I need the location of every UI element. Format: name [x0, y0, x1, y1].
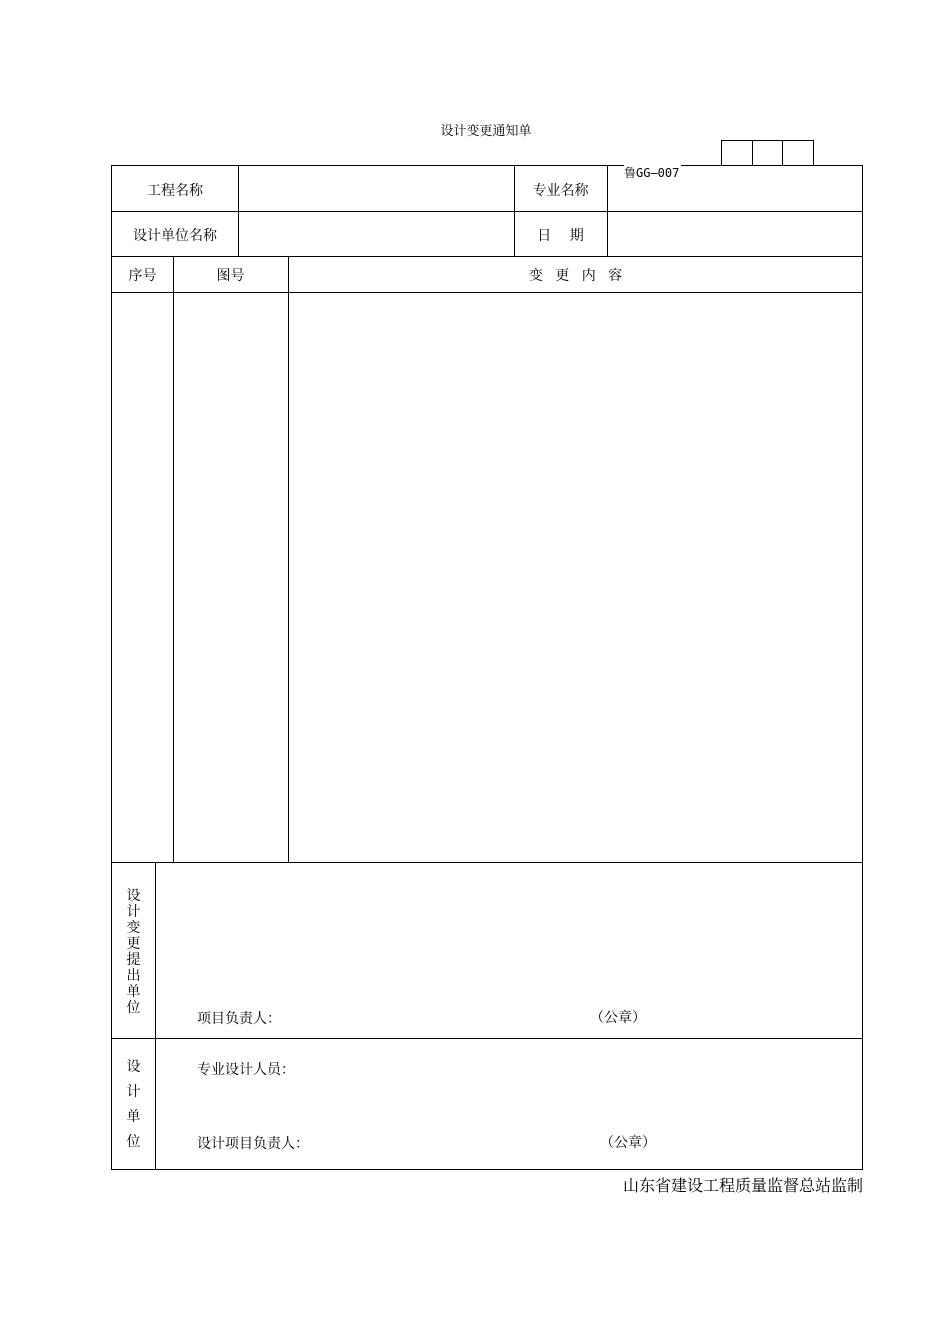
- proposer-section-label: [112, 888, 155, 1016]
- designer-label: 专业设计人员：: [197, 1062, 295, 1078]
- drawing-no-cell[interactable]: [174, 293, 288, 862]
- form-title: 设计变更通知单: [440, 124, 532, 139]
- design-leader-label: 设计项目负责人：: [197, 1136, 309, 1152]
- form-table: [111, 165, 863, 1170]
- label-char: 变: [126, 920, 141, 936]
- label-char: 计: [126, 904, 141, 920]
- project-leader-label: 项目负责人：: [197, 1011, 281, 1027]
- specialty-label: 专业名称: [532, 183, 589, 199]
- number-box-1[interactable]: [721, 140, 753, 165]
- form-code: 鲁GG—007: [624, 166, 680, 180]
- label-char: 出: [126, 968, 141, 984]
- label-char: 单: [126, 984, 141, 1000]
- date-field[interactable]: [608, 212, 863, 256]
- design-unit-section-label: [112, 1055, 155, 1155]
- label-char: 位: [126, 1000, 141, 1016]
- design-unit-label: 设计单位名称: [133, 228, 217, 244]
- label-char: 更: [126, 936, 141, 952]
- label-char: 单: [126, 1109, 141, 1125]
- column-header-serial: 序号: [128, 268, 157, 284]
- label-char: 提: [126, 952, 141, 968]
- label-char: 计: [126, 1084, 141, 1100]
- proposer-seal: （公章）: [590, 1010, 646, 1026]
- number-box-3[interactable]: [782, 140, 814, 165]
- date-label: 日 期: [537, 228, 584, 244]
- project-name-field[interactable]: [239, 166, 514, 210]
- column-header-change-content: 变 更 内 容: [528, 268, 623, 284]
- change-content-cell[interactable]: [289, 293, 863, 862]
- number-box-2[interactable]: [752, 140, 783, 165]
- serial-cell[interactable]: [112, 293, 173, 862]
- label-char: 设: [126, 888, 141, 904]
- design-unit-field[interactable]: [239, 212, 514, 256]
- label-char: 设: [126, 1059, 141, 1075]
- design-unit-seal: （公章）: [600, 1135, 656, 1151]
- footer-issuer: 山东省建设工程质量监督总站监制: [622, 1176, 863, 1195]
- column-header-drawing-no: 图号: [216, 268, 245, 284]
- label-char: 位: [126, 1134, 141, 1150]
- project-name-label: 工程名称: [147, 183, 203, 199]
